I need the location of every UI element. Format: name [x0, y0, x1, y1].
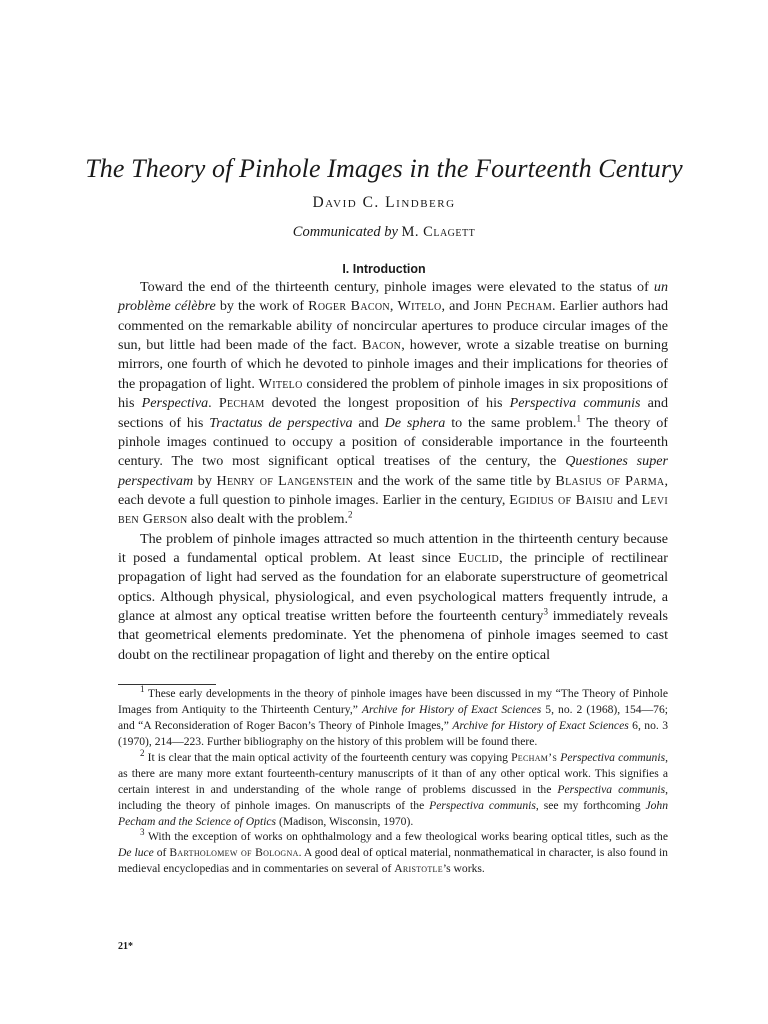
footnote-ref-1: 1	[576, 412, 581, 423]
footnote-rule	[118, 684, 216, 685]
footnote-1: $^1$ These early developments in the theory of pinhole images have been discussed in my “The Theory of Pinhole Images from Antiquity to the Thirteenth Century,” Archive for History of Exact Sciences 5, no. 2 (1968), 154—76; and “A Reconsideration of Roger Bacon’s Theory of Pinhole Images,” Archive for History of Exact Sciences 6, no. 3 (1970), 214—223. Further bibliography on the history of this problem will be found there.	[118, 684, 668, 748]
author-name: David C. Lindberg	[312, 194, 456, 211]
footnote-ref-2: 2	[347, 509, 353, 520]
article-title: The Theory of Pinhole Images in the Fourteenth Century	[85, 154, 683, 183]
folio-mark: 21*	[118, 941, 133, 952]
footnotes	[118, 686, 668, 877]
footnote-2: $^2$ It is clear that the main optical activity of the fourteenth century was copying Pecham’s Perspectiva communis, as there are many more extant fourteenth-century manuscripts of it than of any other optical work. This signifies a certain interest in and understanding of the whole range of problems discussed in the Perspectiva communis, including the theory of pinhole images. On manuscripts of the Perspectiva communis, see my forthcoming John Pecham and the Science of Optics (Madison, Wisconsin, 1970).	[118, 747, 668, 828]
communicated-label: Communicated by	[292, 224, 398, 240]
communicated-by-line	[0, 222, 768, 242]
communicator-name: M. Clagett	[401, 224, 476, 240]
footnote-ref-3: 3	[543, 606, 548, 617]
footnote-3: $^3$ With the exception of works on ophthalmology and a few theological works bearing optical titles, such as the De luce of Bartholomew of Bologna. A good deal of optical material, nonmathematical in character, is also found in medieval encyclopedias and in commentaries on several of Aristotle’s works.	[118, 827, 668, 876]
section-heading: I. Introduction	[342, 262, 426, 276]
paragraph-2: The problem of pinhole images attracted so much attention in the thirteenth century because it posed a fundamental optical problem. At least since Euclid, the principle of rectilinear propagation of light had served as the foundation for an elaborate superstructure of geometrical optics. Although physical, physiological, and even psychological matters frequently intrude, a glance at almost any optical treatise written before the fourteenth century$^3$ immediately reveals that geometrical elements predominate. Yet the phenomena of pinhole images seemed to cast doubt on the rectilinear propagation of light and thereby on the entire optical	[118, 530, 668, 663]
body-text	[118, 278, 668, 665]
paragraph-1: Toward the end of the thirteenth century, pinhole images were elevated to the status of un problème célèbre by the work of Roger Bacon, Witelo, and John Pecham. Earlier authors had commented on the remarkable ability of noncircular apertures to produce circular images of the sun, but little had been made of the fact. Bacon, however, wrote a sizable treatise on burning mirrors, one fourth of which he devoted to pinhole images and their implications for theories of the propagation of light. Witelo considered the problem of pinhole images in six propositions of his Perspectiva. Pecham devoted the longest proposition of his Perspectiva communis and sections of his Tractatus de perspectiva and De sphera to the same problem.$^1$ The theory of pinhole images continued to occupy a position of considerable importance in the fourteenth century. The two most significant optical treatises of the century, the Questiones super perspectivam by Henry of Langenstein and the work of the same title by Blasius of Parma, each devote a full question to pinhole images. Earlier in the century, Egidius of Baisiu and Levi ben Gerson also dealt with the problem.$^2$	[118, 279, 669, 528]
